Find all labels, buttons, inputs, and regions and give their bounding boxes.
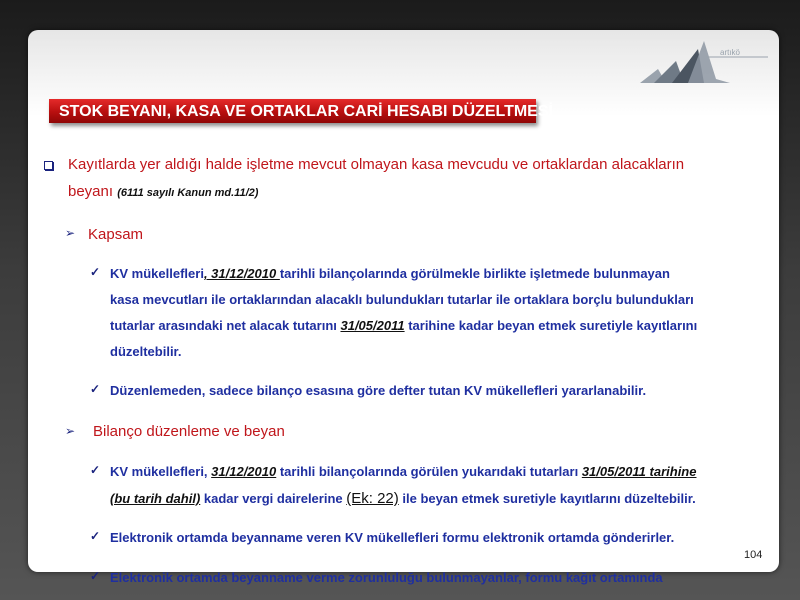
kapsam-heading: Kapsam <box>88 226 144 243</box>
kapsam-item1-line3 <box>110 318 697 333</box>
slide-title: STOK BEYANI, KASA VE ORTAKLAR CARİ HESABI DÜZELTMESİ <box>59 103 553 120</box>
bilanco-item1-l2d: ile beyan etmek suretiyle kayıtlarını düzeltebilir. <box>398 491 696 506</box>
check-bullet-icon: ✓ <box>90 382 101 396</box>
kapsam-item1-l1c: tarihli bilançolarında görülmekle birlikte işletmede bulunmayan <box>279 266 670 281</box>
bilanco-item1-line1 <box>110 464 696 479</box>
bilanco-item3: Elektronik ortamda beyanname verme zorunluluğu bulunmayanlar, formu kağıt ortamında <box>110 570 663 585</box>
kapsam-item1-l3a: tutarlar arasındaki net alacak tutarını <box>110 318 341 333</box>
bilanco-item1-date: 31/12/2010 <box>211 464 277 479</box>
bilanco-item1-deadline: 31/05/2011 tarihine <box>581 464 697 479</box>
kapsam-item2: Düzenlemeden, sadece bilanço esasına göre defter tutan KV mükellefleri yararlanabilir. <box>110 383 647 398</box>
page-number: 104 <box>744 549 763 561</box>
kapsam-item1-line1 <box>110 266 670 281</box>
kapsam-item1-l1a: KV mükellefleri <box>110 266 204 281</box>
bilanco-item1-inclusive: (bu tarih dahil) <box>110 491 201 506</box>
slide <box>28 30 779 585</box>
bilanco-heading: Bilanço düzenleme ve beyan <box>93 423 285 440</box>
intro-reference: (6111 sayılı Kanun md.11/2) <box>117 187 259 199</box>
bilanco-item1-l2b: kadar vergi dairelerine <box>200 491 347 506</box>
company-logo <box>640 39 770 85</box>
bilanco-item1-annex: (Ek: 22) <box>346 490 399 507</box>
bilanco-item1-line2 <box>110 490 696 507</box>
bilanco-item2: Elektronik ortamda beyanname veren KV mükellefleri formu elektronik ortamda gönderirler. <box>110 530 675 545</box>
arrow-bullet-icon: ➢ <box>65 424 76 438</box>
arrow-bullet-icon: ➢ <box>65 226 76 240</box>
intro-line-1: Kayıtlarda yer aldığı halde işletme mevcut olmayan kasa mevcudu ve ortaklardan alacakların <box>68 156 685 173</box>
kapsam-item1-deadline: 31/05/2011 <box>340 318 405 333</box>
check-bullet-icon: ✓ <box>90 529 101 543</box>
check-bullet-icon: ✓ <box>90 265 101 279</box>
check-bullet-icon: ✓ <box>90 569 101 583</box>
bilanco-item1-l1a: KV mükellefleri, <box>110 464 212 479</box>
bilanco-item1-l1c: tarihli bilançolarında görülen yukarıdaki tutarları <box>276 464 582 479</box>
kapsam-item1-l3c: tarihine kadar beyan etmek suretiyle kayıtlarını <box>404 318 698 333</box>
intro-line-2 <box>68 183 258 200</box>
kapsam-item1-line4: düzeltebilir. <box>110 344 182 359</box>
logo-text: artıkö <box>720 48 741 57</box>
check-bullet-icon: ✓ <box>90 463 101 477</box>
kapsam-item1-line2: kasa mevcutları ile ortaklarından alacaklı bulundukları tutarlar ile ortaklara borçlu bulundukları <box>110 292 694 307</box>
intro-beyani: beyanı <box>68 183 114 200</box>
square-bullet-icon <box>44 161 53 170</box>
kapsam-item1-date: , 31/12/2010 <box>203 266 280 281</box>
